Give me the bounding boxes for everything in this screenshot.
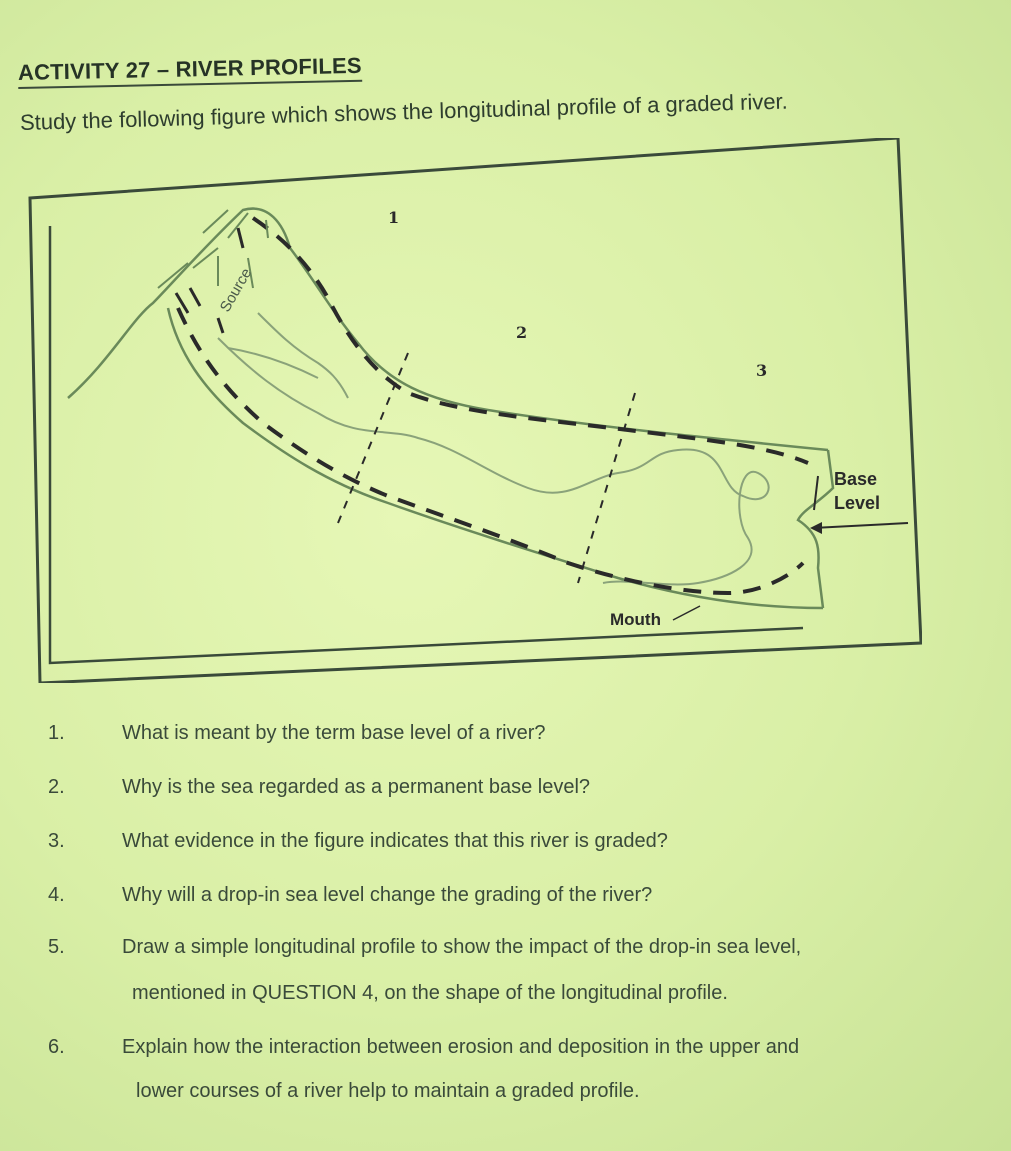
question-6-line-2: lower courses of a river help to maintain a graded profile. bbox=[136, 1080, 640, 1102]
river-profile-figure bbox=[28, 138, 922, 683]
base-level-label-line1: Base bbox=[834, 469, 878, 489]
question-number: 5. bbox=[48, 936, 65, 958]
tributary-2 bbox=[228, 348, 318, 378]
mouth-label: Mouth bbox=[610, 610, 661, 629]
valley-floor-outline bbox=[168, 308, 823, 608]
activity-title: ACTIVITY 27 – RIVER PROFILES bbox=[18, 53, 362, 89]
question-number: 4. bbox=[48, 884, 65, 906]
question-text: What evidence in the figure indicates that this river is graded? bbox=[122, 830, 668, 852]
intro-text: Study the following figure which shows the longitudinal profile of a graded river. bbox=[19, 88, 789, 135]
hill-outline bbox=[68, 209, 828, 450]
question-text: What is meant by the term base level of a river? bbox=[122, 722, 546, 744]
mouth-pointer bbox=[673, 606, 700, 620]
question-text: Why will a drop-in sea level change the grading of the river? bbox=[122, 884, 653, 906]
question-text: Draw a simple longitudinal profile to show the impact of the drop-in sea level, bbox=[122, 936, 802, 958]
question-number: 2. bbox=[48, 776, 65, 798]
base-level-label-line2: Level bbox=[834, 493, 881, 513]
question-number: 6. bbox=[48, 1036, 65, 1058]
question-number: 3. bbox=[48, 830, 65, 852]
section-divider-2 bbox=[578, 393, 635, 583]
base-level-arrow bbox=[813, 523, 908, 528]
upper-profile-dashes bbox=[253, 218, 808, 463]
section-label-2: 2 bbox=[516, 323, 528, 342]
question-number: 1. bbox=[48, 722, 65, 744]
question-text: Explain how the interaction between erosion and deposition in the upper and bbox=[122, 1036, 800, 1058]
section-label-1: 1 bbox=[388, 208, 400, 227]
section-label-3: 3 bbox=[756, 361, 768, 380]
source-label: Source bbox=[216, 265, 256, 315]
base-level-mark bbox=[814, 476, 818, 510]
question-text: Why is the sea regarded as a permanent base level? bbox=[122, 776, 591, 798]
lower-profile-dashes bbox=[178, 308, 803, 593]
question-5-line-2: mentioned in QUESTION 4, on the shape of the longitudinal profile. bbox=[132, 982, 728, 1004]
